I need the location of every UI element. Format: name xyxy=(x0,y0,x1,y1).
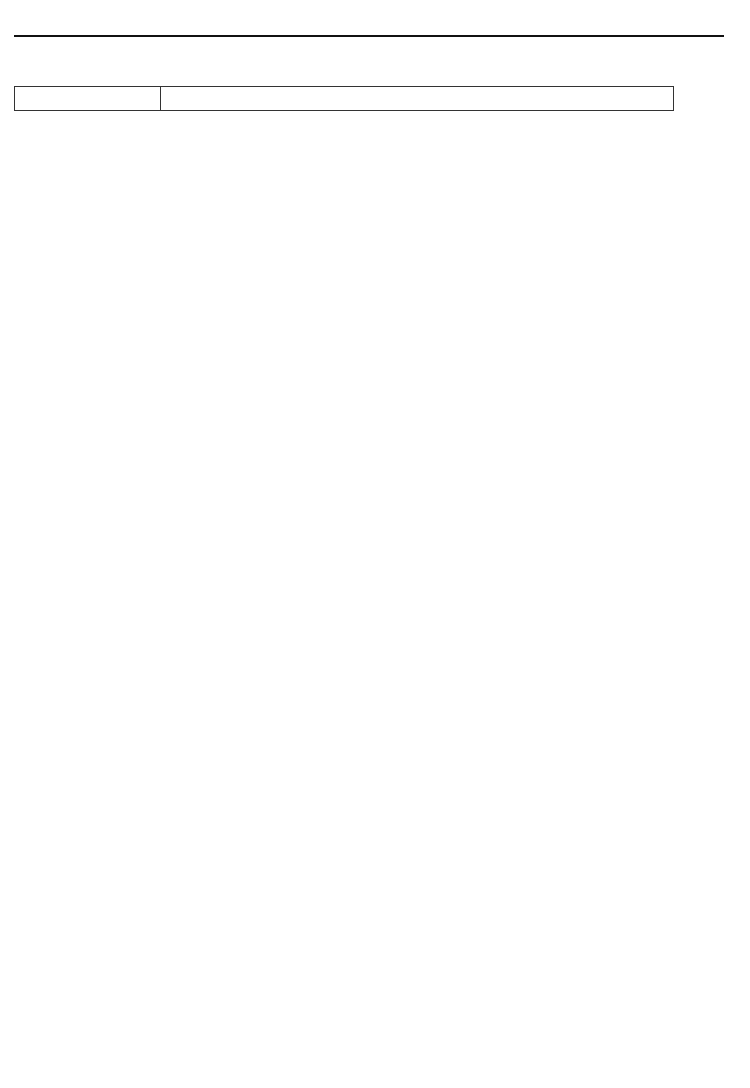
l-symbol xyxy=(15,87,161,111)
dimension-table xyxy=(14,86,674,110)
top-rule xyxy=(14,35,724,37)
d-symbol xyxy=(161,87,674,111)
header-row-symbols xyxy=(15,87,674,111)
